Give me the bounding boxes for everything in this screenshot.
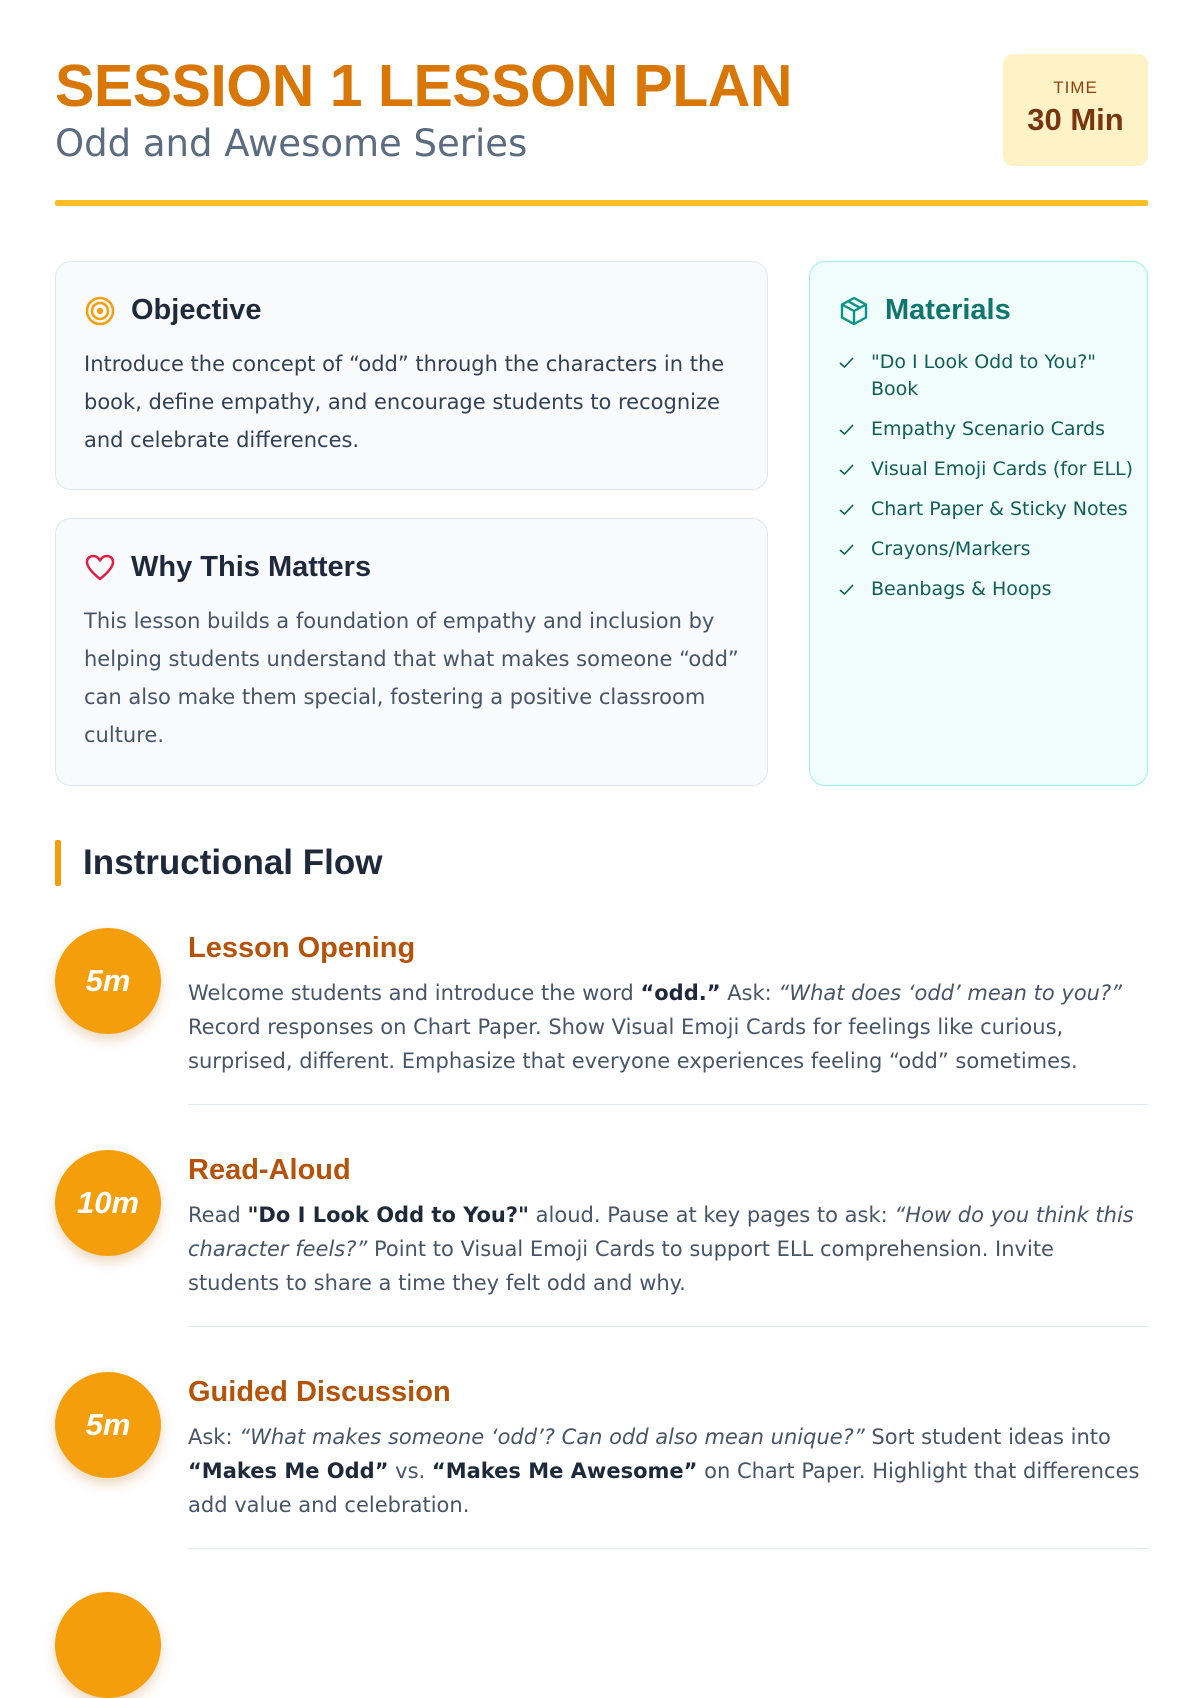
step-title: Read-Aloud: [188, 1154, 351, 1186]
step-description: [188, 976, 1148, 1105]
step-description: [188, 1420, 1148, 1549]
step-text-run: “What does ‘odd’ mean to you?”: [778, 981, 1122, 1005]
materials-item: [838, 576, 1135, 603]
step-text-run: on Chart Paper. Highlight that differences add value and celebration.: [188, 1459, 1140, 1517]
instructional-flow-header: [55, 840, 382, 886]
step-text-run: “How do you think this character feels?”: [188, 1203, 1134, 1261]
materials-item: [838, 536, 1135, 563]
objective-header: [84, 294, 767, 327]
step-text-run: "Do I Look Odd to You?": [247, 1203, 529, 1227]
page-subtitle: Odd and Awesome Series: [55, 122, 528, 165]
time-value: 30 Min: [1027, 102, 1124, 137]
step-text-run: Ask:: [188, 1425, 240, 1449]
objective-text: Introduce the concept of “odd” through the characters in the book, define empathy, and encourage students to recognize and celebrate differences.: [84, 352, 725, 452]
materials-item-label: Chart Paper & Sticky Notes: [871, 498, 1128, 520]
check-icon: [838, 461, 855, 478]
why-header: [84, 551, 767, 584]
materials-item-label: "Do I Look Odd to You?" Book: [871, 351, 1097, 400]
section-title: Instructional Flow: [83, 843, 383, 882]
step-text-run: Ask:: [720, 981, 779, 1005]
materials-item-label: Empathy Scenario Cards: [871, 418, 1105, 440]
materials-item: [838, 416, 1135, 443]
why-text: This lesson builds a foundation of empathy and inclusion by helping students understand that what makes someone “odd” can also make them special, fostering a positive classroom culture.: [84, 609, 739, 747]
target-icon: [84, 295, 116, 327]
step-duration-badge: 10m: [55, 1150, 161, 1256]
step-text-run: aloud. Pause at key pages to ask:: [528, 1203, 895, 1227]
materials-item: [838, 496, 1135, 523]
materials-list: [838, 349, 1135, 603]
step-text-run: Point to Visual Emoji Cards to support ELL comprehension. Invite students to share a time they felt odd and why.: [188, 1237, 1054, 1295]
step-description: [188, 1198, 1148, 1327]
why-card: [55, 518, 768, 786]
materials-item: [838, 349, 1135, 403]
materials-title: Materials: [885, 294, 1011, 326]
page-header: [55, 50, 1148, 166]
step-content: [188, 1372, 1148, 1549]
step-content: [188, 1150, 1148, 1327]
step-duration-badge: 5m: [55, 928, 161, 1034]
section-accent-bar: [55, 840, 61, 886]
check-icon: [838, 501, 855, 518]
check-icon: [838, 541, 855, 558]
objective-card: [55, 261, 768, 490]
step-text-run: Welcome students and introduce the word: [188, 981, 641, 1005]
materials-item: [838, 456, 1135, 483]
step-text-run: Sort student ideas into: [864, 1425, 1111, 1449]
why-title: Why This Matters: [131, 551, 372, 583]
time-label: TIME: [1053, 78, 1098, 97]
time-badge: [1003, 54, 1148, 166]
step-text-run: “What makes someone ‘odd’? Can odd also mean unique?”: [239, 1425, 865, 1449]
step-text-run: “Makes Me Awesome”: [431, 1459, 698, 1483]
materials-card: [809, 261, 1148, 786]
heart-icon: [84, 552, 116, 584]
objective-title: Objective: [131, 294, 262, 326]
materials-item-label: Crayons/Markers: [871, 538, 1031, 560]
page-title: SESSION 1 LESSON PLAN: [55, 53, 792, 119]
step-title: Guided Discussion: [188, 1376, 451, 1408]
step-text-run: “Makes Me Odd”: [188, 1459, 389, 1483]
step-text-run: Record responses on Chart Paper. Show Visual Emoji Cards for feelings like curious, surprised, different. Emphasize that everyone experiences feeling “odd” sometimes.: [188, 1015, 1078, 1073]
step-duration-badge: [55, 1592, 161, 1698]
materials-header: [838, 294, 1147, 327]
materials-item-label: Beanbags & Hoops: [871, 578, 1052, 600]
check-icon: [838, 354, 855, 371]
materials-item-label: Visual Emoji Cards (for ELL): [871, 458, 1134, 480]
step-title: Lesson Opening: [188, 932, 416, 964]
box-icon: [838, 295, 870, 327]
check-icon: [838, 421, 855, 438]
step-text-run: Read: [188, 1203, 248, 1227]
step-duration-badge: 5m: [55, 1372, 161, 1478]
header-divider: [55, 200, 1148, 206]
check-icon: [838, 581, 855, 598]
step-text-run: vs.: [388, 1459, 432, 1483]
step-text-run: “odd.”: [640, 981, 721, 1005]
step-content: [188, 928, 1148, 1105]
